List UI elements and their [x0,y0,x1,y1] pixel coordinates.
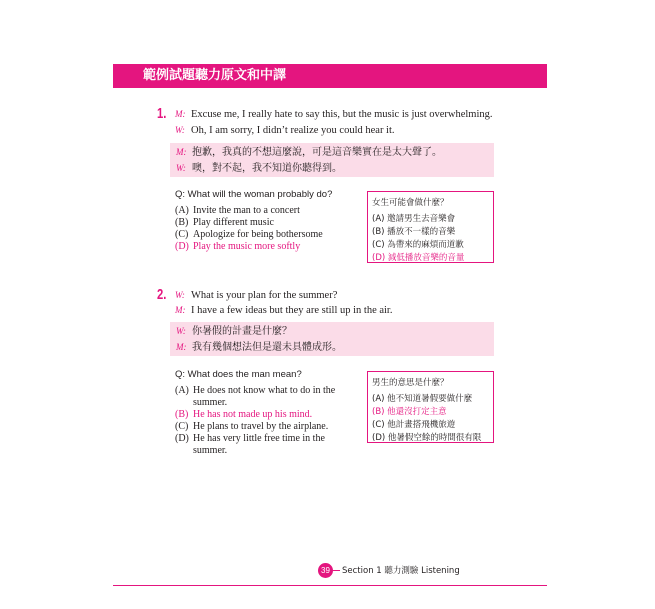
speaker-label: M: [175,109,186,119]
option: (A) Invite the man to a concert [175,205,300,216]
translation-line [176,323,494,339]
correct-option: (D) Play the music more softly [175,241,301,252]
translation-line [176,144,494,160]
option: (C) He plans to travel by the airplane. [175,421,329,432]
chinese-option: (A) 邀請男生去音樂會 [372,214,456,224]
speaker-label: M: [175,305,186,315]
speaker-label: M: [176,147,187,157]
translation-box [170,322,494,356]
speaker-label: W: [175,125,185,135]
chinese-question: 男生的意思是什麼？ [372,378,449,388]
chinese-option: (D) 他暑假空餘的時間很有限 [372,433,482,443]
translation-text: 你暑假的計畫是什麼？ [192,326,292,337]
footer-divider [113,585,547,586]
speaker-label: W: [176,326,186,336]
speaker-label: M: [176,342,187,352]
chinese-correct-option: (B) 他還沒打定主意 [372,407,447,417]
translation-line [176,339,494,355]
section-title-banner: 範例試題聽力原文和中譯 [113,64,547,88]
option: (C) Apologize for being bothersome [175,229,323,240]
dialogue-line [175,125,395,136]
chinese-correct-option: (D) 減低播放音樂的音量 [372,253,465,263]
footer-dash [333,570,340,571]
speaker-label: W: [176,163,186,173]
translation-text: 抱歉，我真的不想這麼說，可是這音樂實在是太大聲了。 [192,147,442,158]
translation-line [176,160,494,176]
option: (B) Play different music [175,217,274,228]
chinese-option: (C) 為帶來的麻煩而道歉 [372,240,464,250]
question-text: Q: What will the woman probably do? [175,189,333,200]
chinese-options-box [367,191,494,263]
dialogue-line [175,290,337,301]
translation-text: 我有幾個想法但是還未具體成形。 [192,342,342,353]
option-continuation: summer. [193,445,228,456]
question-number: 2. [157,286,167,303]
dialogue-text: Oh, I am sorry, I didn’t realize you could hear it. [191,125,395,136]
question-text: Q: What does the man mean? [175,369,302,380]
translation-text: 噢，對不起，我不知道你聽得到。 [192,163,342,174]
dialogue-text: Excuse me, I really hate to say this, but the music is just overwhelming. [191,109,493,120]
chinese-question: 女生可能會做什麼？ [372,198,449,208]
correct-option: (B) He has not made up his mind. [175,409,313,420]
dialogue-text: I have a few ideas but they are still up in the air. [191,305,393,316]
chinese-option: (A) 他不知道暑假要做什麼 [372,394,473,404]
dialogue-line [175,109,493,120]
speaker-label: W: [175,290,185,300]
option: (A) He does not know what to do in the [175,385,336,396]
chinese-option: (B) 播放不一樣的音樂 [372,227,456,237]
chinese-options-box [367,371,494,443]
dialogue-line [175,305,392,316]
option-continuation: summer. [193,397,228,408]
footer-section-label: Section 1 聽力測驗 Listening [342,566,460,576]
dialogue-text: What is your plan for the summer? [191,290,338,301]
page-number: 39 [318,563,333,578]
translation-box [170,143,494,177]
option: (D) He has very little free time in the [175,433,325,444]
chinese-option: (C) 他計畫搭飛機旅遊 [372,420,456,430]
question-number: 1. [157,105,167,122]
